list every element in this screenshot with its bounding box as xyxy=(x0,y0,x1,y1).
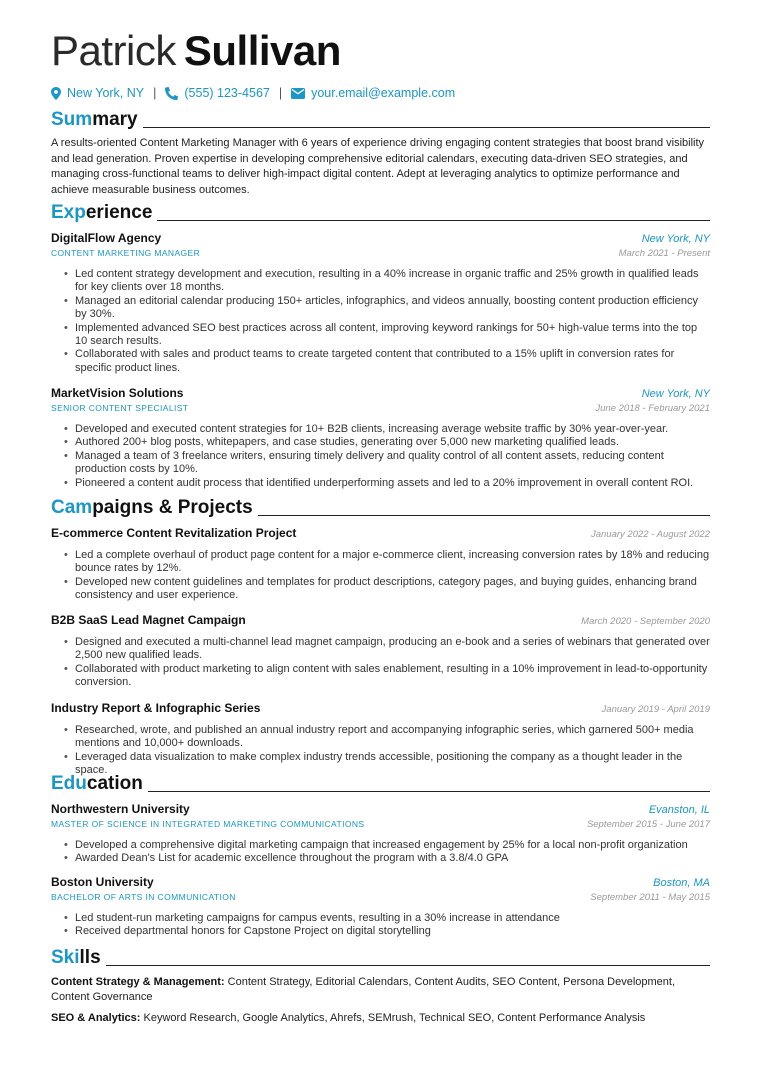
entry-dates: September 2015 - June 2017 xyxy=(586,819,710,830)
entry-location: New York, NY xyxy=(641,388,710,400)
project-title: Industry Report & Infographic Series xyxy=(51,701,261,715)
degree: MASTER OF SCIENCE IN INTEGRATED MARKETING COMMUNICATIONS xyxy=(51,819,365,829)
first-name: Patrick xyxy=(51,27,176,74)
contact-location xyxy=(51,85,144,101)
list-item: • Led student-run marketing campaigns for campus events, resulting in a 30% increase in attendance xyxy=(51,912,710,925)
skill-label: Content Strategy & Management: xyxy=(51,976,225,988)
entry-dates: January 2022 - August 2022 xyxy=(590,529,710,540)
entry-dates: June 2018 - February 2021 xyxy=(595,403,710,414)
section-rule xyxy=(148,791,710,792)
bullet-list xyxy=(51,912,710,939)
education-entry xyxy=(51,802,710,866)
entry-dates: January 2019 - April 2019 xyxy=(601,704,710,715)
section-rule xyxy=(157,220,710,221)
email-link: your.email@example.com xyxy=(311,86,456,100)
contact-separator: | xyxy=(153,86,157,100)
school-name: Boston University xyxy=(51,875,154,889)
list-item: • Led content strategy development and execution, resulting in a 40% increase in organic traffic and 25% growth in qualified leads for key clients over 18 months. xyxy=(51,268,710,295)
skill-line xyxy=(51,1011,710,1026)
section-rule xyxy=(258,515,710,516)
bullet-list xyxy=(51,636,710,690)
summary-text: A results-oriented Content Marketing Manager with 6 years of experience driving engaging content strategies that boost brand visibility and lead generation. Proven expertise in developing comprehensive editorial calendars, executing data-driven SEO strategies, and managing cross-functional teams to deliver high-impact digital content. Adept at leveraging analytics to optimize performance and achieve measurable business outcomes. xyxy=(51,137,705,196)
job-role: SENIOR CONTENT SPECIALIST xyxy=(51,403,189,413)
degree: BACHELOR OF ARTS IN COMMUNICATION xyxy=(51,892,236,902)
project-entry xyxy=(51,526,710,603)
entry-dates: September 2011 - May 2015 xyxy=(590,892,710,903)
section-rule xyxy=(143,127,710,128)
contact-email[interactable] xyxy=(291,85,455,101)
section-education-header xyxy=(51,773,710,795)
last-name: Sullivan xyxy=(183,27,341,74)
map-pin-icon xyxy=(51,87,61,100)
bullet-list xyxy=(51,724,710,778)
section-projects-header xyxy=(51,497,710,519)
section-title: Skills xyxy=(51,947,101,968)
section-summary-header xyxy=(51,109,710,131)
list-item: • Managed a team of 3 freelance writers, ensuring timely delivery and quality control of all content assets, reducing content production costs by 10%. xyxy=(51,450,710,477)
project-entry xyxy=(51,701,710,778)
envelope-icon xyxy=(291,88,305,99)
contact-line xyxy=(51,85,455,101)
company-name: DigitalFlow Agency xyxy=(51,231,162,245)
list-item: • Implemented advanced SEO best practices across all content, improving keyword rankings for 50+ high-value terms into the top 10 search results. xyxy=(51,322,710,349)
company-name: MarketVision Solutions xyxy=(51,386,184,400)
section-title: Experience xyxy=(51,202,153,223)
entry-location: New York, NY xyxy=(641,233,710,245)
list-item: • Developed and executed content strategies for 10+ B2B clients, increasing average website traffic by 30% year-over-year. xyxy=(51,423,710,436)
bullet-list xyxy=(51,839,710,866)
list-item: • Pioneered a content audit process that identified underperforming assets and led to a 20% improvement in overall content ROI. xyxy=(51,477,710,490)
phone-icon xyxy=(165,87,178,100)
contact-separator: | xyxy=(278,86,283,100)
list-item: • Researched, wrote, and published an annual industry report and accompanying infographic series, which garnered 500+ media mentions and 10,000+ downloads. xyxy=(51,724,710,751)
section-experience-header xyxy=(51,202,710,224)
list-item: • Collaborated with sales and product teams to create targeted content that contributed to a 15% uplift in conversion rates for specific product lines. xyxy=(51,348,710,375)
skill-value: Content Strategy, Editorial Calendars, Content Audits, SEO Content, Persona Development, Content Governance xyxy=(51,976,676,1003)
project-title: B2B SaaS Lead Magnet Campaign xyxy=(51,613,246,627)
section-title: Summary xyxy=(51,109,138,130)
list-item: • Received departmental honors for Capstone Project on digital storytelling xyxy=(51,925,710,938)
skill-label: SEO & Analytics: xyxy=(51,1012,141,1024)
bullet-list xyxy=(51,268,710,375)
bullet-list xyxy=(51,549,710,603)
list-item: • Collaborated with product marketing to align content with sales enablement, resulting in a 10% improvement in lead-to-opportunity conversion. xyxy=(51,663,710,690)
experience-entry xyxy=(51,231,710,375)
school-name: Northwestern University xyxy=(51,802,190,816)
list-item: • Led a complete overhaul of product page content for a major e-commerce client, increasing conversion rates by 18% and reducing bounce rates by 12%. xyxy=(51,549,710,576)
list-item: • Authored 200+ blog posts, whitepapers, and case studies, generating over 5,000 new marketing qualified leads. xyxy=(51,436,710,449)
list-item: • Developed new content guidelines and templates for product descriptions, category pages, and buying guides, enhancing brand consistency and user experience. xyxy=(51,576,710,603)
project-title: E-commerce Content Revitalization Project xyxy=(51,526,297,540)
location-text: New York, NY xyxy=(67,86,145,100)
entry-dates: March 2020 - September 2020 xyxy=(581,616,710,627)
entry-dates: March 2021 - Present xyxy=(618,248,710,259)
list-item: • Leveraged data visualization to make complex industry trends accessible, positioning the company as a thought leader in the space. xyxy=(51,751,710,778)
entry-location: Evanston, IL xyxy=(648,804,710,816)
candidate-name xyxy=(51,26,341,76)
list-item: • Developed a comprehensive digital marketing campaign that increased engagement by 25% for a local non-profit organization xyxy=(51,839,710,852)
project-entry xyxy=(51,613,710,690)
section-title: Campaigns & Projects xyxy=(51,497,253,518)
experience-entry xyxy=(51,386,710,490)
list-item: • Awarded Dean's List for academic excellence throughout the program with a 3.8/4.0 GPA xyxy=(51,852,710,865)
section-skills-header xyxy=(51,947,710,969)
skill-value: Keyword Research, Google Analytics, Ahrefs, SEMrush, Technical SEO, Content Performance Analysis xyxy=(143,1012,646,1024)
bullet-list xyxy=(51,423,710,490)
phone-text: (555) 123-4567 xyxy=(184,86,270,100)
section-rule xyxy=(106,965,710,966)
list-item: • Managed an editorial calendar producing 150+ articles, infographics, and videos annually, boosting content production efficiency by 30%. xyxy=(51,295,710,322)
education-entry xyxy=(51,875,710,939)
contact-phone[interactable] xyxy=(165,85,269,101)
job-role: CONTENT MARKETING MANAGER xyxy=(51,248,201,258)
list-item: • Designed and executed a multi-channel lead magnet campaign, producing an e-book and a series of webinars that generated over 2,500 new qualified leads. xyxy=(51,636,710,663)
skill-line xyxy=(51,975,710,1004)
entry-location: Boston, MA xyxy=(653,877,710,889)
section-title: Education xyxy=(51,773,143,794)
